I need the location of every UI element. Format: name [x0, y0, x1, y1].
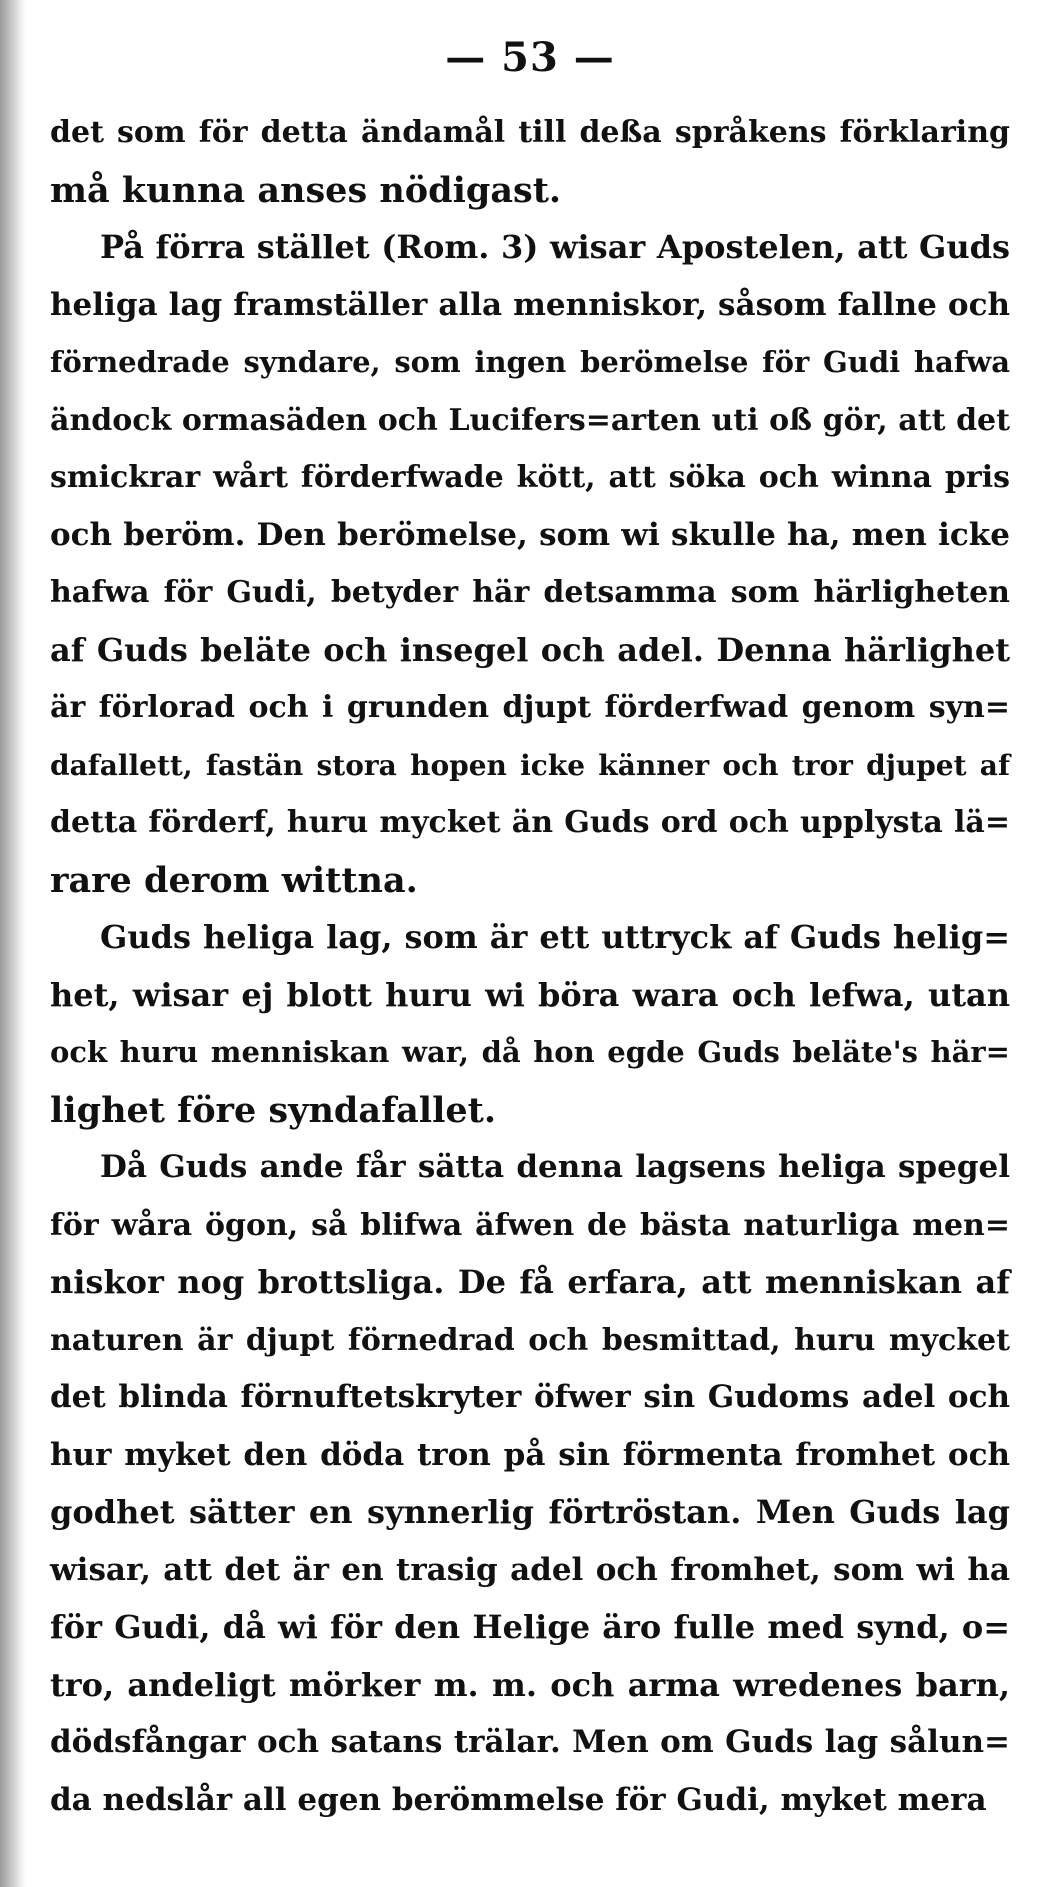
text-line: rare derom wittna.: [50, 859, 418, 901]
text-line: heliga lag framställer alla menniskor, såsom fallne och: [50, 286, 1010, 323]
text-line: dödsfångar och satans trälar. Men om Guds lag sålun=: [50, 1724, 1010, 1760]
text-line: niskor nog brottsliga. De få erfara, att menniskan af: [50, 1263, 1010, 1301]
text-line: ändock ormasäden och Lucifers=arten uti oß gör, att det: [50, 402, 1010, 438]
page-number: — 53 —: [445, 34, 615, 81]
text-line: dafallett, fastän stora hopen icke känner och tror djupet af: [50, 748, 1010, 782]
text-line: lighet före syndafallet.: [50, 1089, 497, 1131]
text-line: detta förderf, huru mycket än Guds ord och upplysta lä=: [50, 805, 1010, 840]
text-line: Guds heliga lag, som är ett uttryck af Guds helig=: [100, 918, 1010, 956]
paragraph: [50, 1139, 1010, 1829]
text-line: smickrar wårt förderfwade kött, att söka och winna pris: [50, 460, 1010, 495]
paragraph: [50, 909, 1010, 1139]
text-line: Då Guds ande får sätta denna lagsens heliga spegel: [100, 1149, 1010, 1185]
text-line: det som för detta ändamål till deßa språkens förklaring: [50, 115, 1010, 150]
book-page: [50, 28, 1010, 1829]
text-line: och beröm. Den berömelse, som wi skulle ha, men icke: [50, 516, 1010, 553]
text-line: för Gudi, då wi för den Helige äro fulle med synd, o=: [50, 1608, 1010, 1646]
text-line: På förra stället (Rom. 3) wisar Apostelen, att Guds: [100, 228, 1010, 266]
text-line: för wåra ögon, så blifwa äfwen de bästa naturliga men=: [50, 1207, 1010, 1243]
text-line: da nedslår all egen berömmelse för Gudi, myket mera: [50, 1781, 987, 1818]
text-line: ock huru menniskan war, då hon egde Guds beläte's här=: [50, 1035, 1010, 1069]
text-line: wisar, att det är en trasig adel och fromhet, som wi ha: [50, 1551, 1010, 1588]
page-body: [50, 104, 1010, 1829]
text-line: det blinda förnuftetskryter öfwer sin Gudoms adel och: [50, 1379, 1010, 1415]
text-line: tro, andeligt mörker m. m. och arma wredenes barn,: [50, 1665, 1010, 1704]
text-line: godhet sätter en synnerlig förtröstan. Men Guds lag: [50, 1493, 1010, 1531]
text-line: är förlorad och i grunden djupt förderfwad genom syn=: [50, 690, 1010, 725]
text-line: må kunna anses nödigast.: [50, 169, 562, 211]
paragraph: [50, 219, 1010, 909]
text-line: af Guds beläte och insegel och adel. Denna härlighet: [50, 630, 1010, 669]
text-line: hafwa för Gudi, betyder här detsamma som härligheten: [50, 575, 1010, 610]
text-line: förnedrade syndare, som ingen berömelse för Gudi hafwa: [50, 345, 1010, 379]
text-line: naturen är djupt förnedrad och besmittad, huru mycket: [50, 1322, 1010, 1358]
paragraph: [50, 104, 1010, 219]
text-line: het, wisar ej blott huru wi böra wara och lefwa, utan: [50, 975, 1010, 1014]
scan-edge-shadow: [0, 0, 26, 1887]
text-line: hur myket den döda tron på sin förmenta fromhet och: [50, 1436, 1010, 1473]
